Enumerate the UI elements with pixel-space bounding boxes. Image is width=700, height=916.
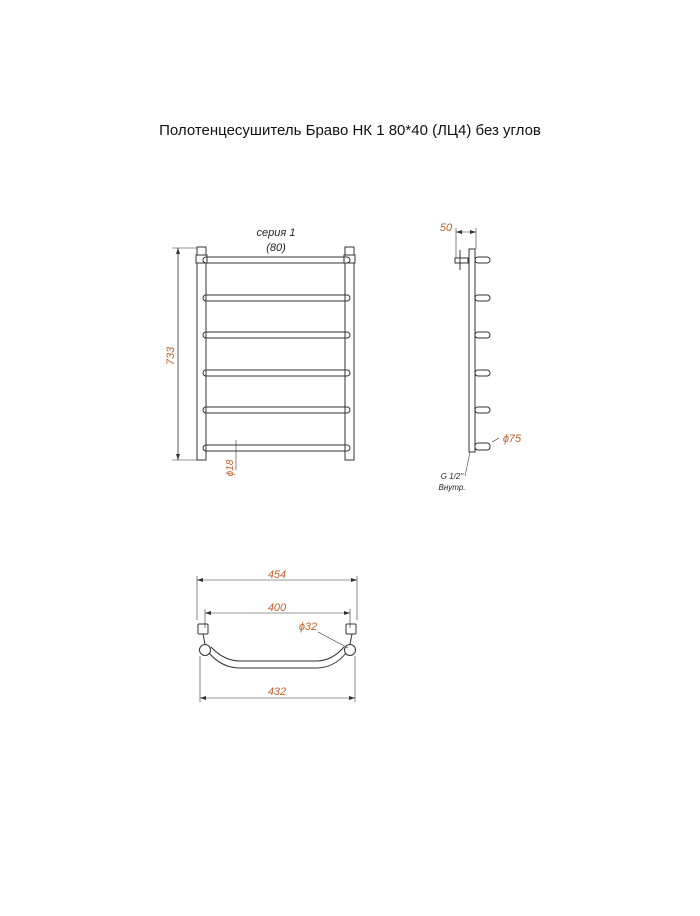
- right-post-plan: [345, 645, 356, 656]
- rung-stub-4: [475, 370, 490, 376]
- top-flange: [455, 258, 468, 263]
- thread-type-label: Внутр.: [438, 483, 466, 492]
- height-dimension-label: 733: [165, 346, 177, 366]
- pipe-diameter-label: ϕ18: [225, 459, 236, 477]
- rung-6: [203, 445, 350, 451]
- bottom-outlet: [475, 443, 490, 450]
- left-bracket: [198, 624, 208, 634]
- outer-width-label: 454: [267, 569, 287, 581]
- rung-stub-1: [475, 257, 490, 263]
- offset-dimension-label: 50: [439, 222, 453, 234]
- rung-2: [203, 295, 350, 301]
- bottom-width-label: 432: [267, 686, 287, 698]
- outlet-diameter-label: ϕ75: [502, 433, 522, 445]
- rung-inner-edge: [211, 647, 344, 661]
- left-post-plan: [200, 645, 211, 656]
- page-title: Полотенцесушитель Браво НК 1 80*40 (ЛЦ4) без углов: [159, 122, 541, 139]
- rung-4: [203, 370, 350, 376]
- rung-1: [203, 257, 350, 263]
- front-view: [172, 247, 355, 470]
- side-pipe: [469, 249, 475, 452]
- right-post: [345, 247, 354, 460]
- series-value: (80): [266, 242, 286, 254]
- top-view: [197, 576, 357, 702]
- rung-stub-5: [475, 407, 490, 413]
- left-cap: [196, 255, 207, 263]
- series-label: серия 1: [256, 227, 296, 239]
- left-post: [197, 247, 206, 460]
- rung-stub-2: [475, 295, 490, 301]
- rung-3: [203, 332, 350, 338]
- side-view: [455, 228, 499, 476]
- rung-stub-3: [475, 332, 490, 338]
- thread-label: G 1/2": [440, 472, 464, 481]
- rung-5: [203, 407, 350, 413]
- right-bracket: [346, 624, 356, 634]
- post-diameter-label: ϕ32: [298, 621, 318, 633]
- axis-width-label: 400: [267, 602, 287, 614]
